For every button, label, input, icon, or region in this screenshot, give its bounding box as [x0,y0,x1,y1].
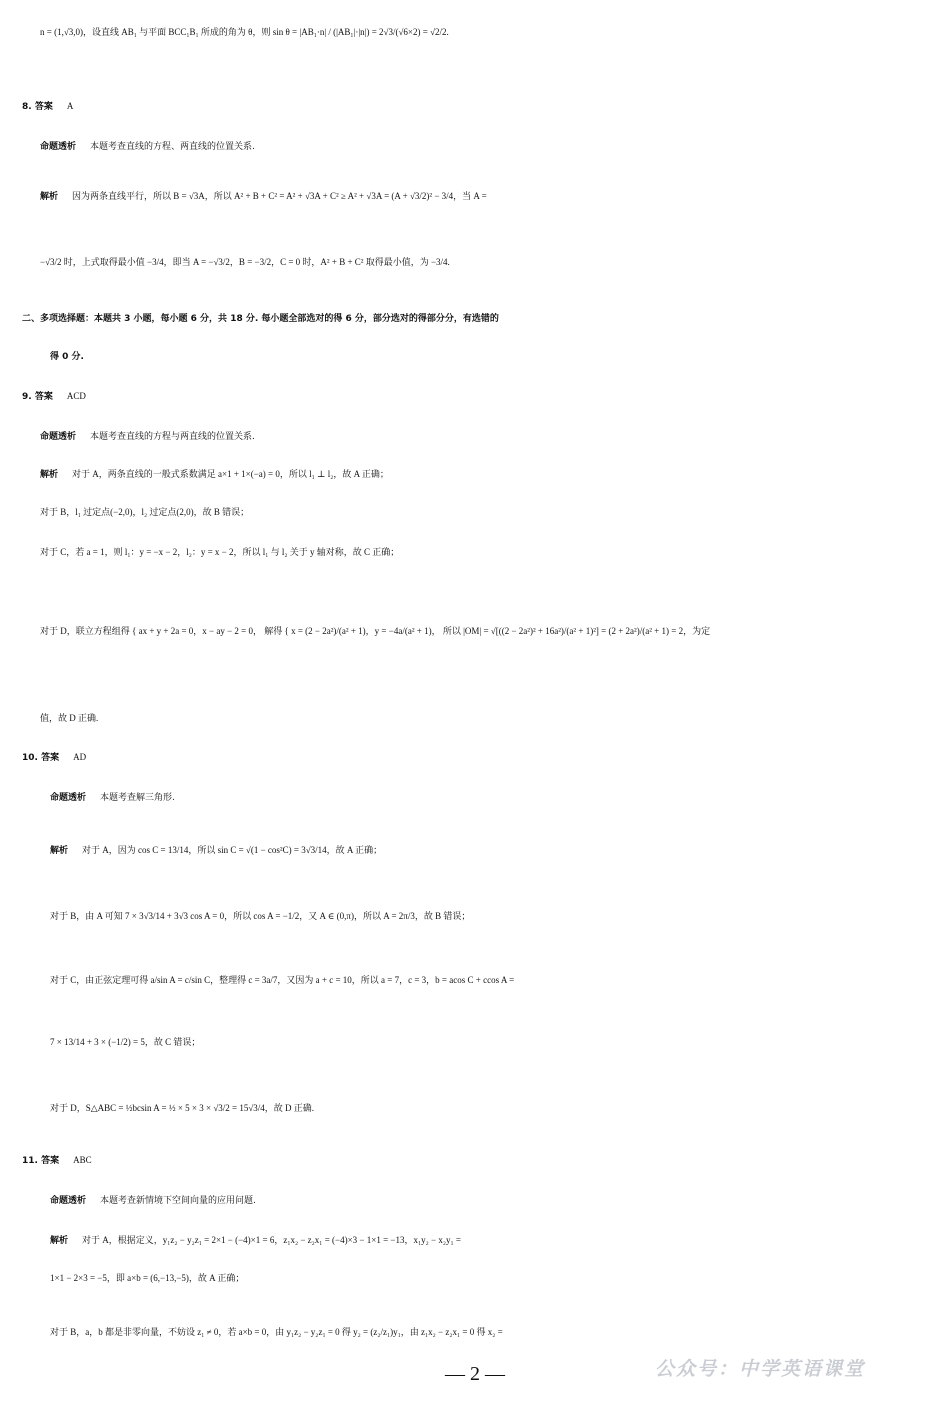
solution-text: 对于 A，两条直线的一般式系数满足 a×1 + 1×(−a) = 0，所以 l₁ ⊥ l₂，故 A 正确； [72,469,389,479]
solution-text: 对于 D，联立方程组得 { ax + y + 2a = 0，x − ay − 2 = 0， 解得 { x = (2 − 2a²)/(a² + 1)，y = −4a/(a² + 1)， 所以 |OM| = √[((2 − 2a²)² + 16a²)/(a² + 1)²] = (2 + 2a²)/(a² + 1) = 2，为定 [40,626,711,636]
section-title-line-1 [22,306,950,325]
solution-label: 解析 [40,192,59,202]
solution-label: 解析 [40,470,59,480]
solution-line-q10-d [50,1096,950,1115]
solution-text: 因为两条直线平行，所以 B = √3A，所以 A² + B + C² = A² + √3A + C² ≥ A² + √3A = (A + √3/2)² − 3/4，当 A = [72,191,487,201]
solution-line-q9-d [40,622,950,638]
solution-line-q9-c [40,540,950,559]
solution-line-q11-b [50,1320,950,1339]
section-title: 二、多项选择题：本题共 3 小题，每小题 6 分，共 18 分. 每小题全部选对的得 6 分，部分选对的得部分分，有选错的 [22,314,499,324]
answer-value: ABC [73,1155,92,1165]
solution-line-q10-c-end [50,1030,950,1049]
solution-text: 7 × 13/14 + 3 × (−1/2) = 5，故 C 错误； [50,1037,201,1047]
solution-line-q10-c [50,968,950,987]
intent-label: 命题透析 [50,1196,87,1206]
solution-text: 对于 B，由 A 可知 7 × 3√3/14 + 3√3 cos A = 0，所以 cos A = −1/2，又 A ∈ (0,π)，所以 A = 2π/3，故 B 错误； [50,911,471,921]
solution-text: 值，故 D 正确. [40,713,99,723]
intent-line-q9 [40,424,950,443]
section-title-cont: 得 0 分. [50,352,84,362]
answer-value: AD [73,752,87,762]
solution-line-q9-d-end [40,706,950,725]
answer-line-q8 [22,94,950,113]
solution-line-q8-1 [40,184,950,203]
solution-text: 对于 D，S△ABC = ½bcsin A = ½ × 5 × 3 × √3/2 = 15√3/4，故 D 正确. [50,1103,315,1113]
answer-label: 10. 答案 [22,753,60,763]
solution-line-q10-b [50,904,950,923]
solution-text: 对于 A，因为 cos C = 13/14，所以 sin C = √(1 − cos²C) = 3√3/14，故 A 正确； [82,845,383,855]
solution-line-q9-a [40,462,950,481]
solution-text: 1×1 − 2×3 = −5，即 a×b = (6,−13,−5)，故 A 正确； [50,1273,245,1283]
solution-text: 对于 A，根据定义，y₁z₂ − y₂z₁ = 2×1 − (−4)×1 = 6，z₁x₂ − z₂x₁ = (−4)×3 − 1×1 = −13，x₁y₂ − x₂y₁ = [82,1235,461,1245]
solution-label: 解析 [50,846,69,856]
solution-line-q11-a-end [50,1266,950,1285]
section-title-line-2 [50,344,950,363]
solution-text: 对于 C，若 a = 1，则 l₁：y = −x − 2，l₂：y = x − 2，所以 l₁ 与 l₂ 关于 y 轴对称，故 C 正确； [40,547,400,557]
solution-text: 对于 C，由正弦定理可得 a/sin A = c/sin C，整理得 c = 3a/7，又因为 a + c = 10，所以 a = 7，c = 3，b = acos C + ccos A = [50,975,515,985]
answer-label: 11. 答案 [22,1156,60,1166]
answer-line-q9 [22,384,950,403]
answer-label: 8. 答案 [22,102,53,112]
watermark-text: 公众号：中学英语课堂 [655,1358,866,1380]
solution-line-q11-a [50,1228,950,1247]
solution-line-q10-a [50,838,950,857]
solution-text: 对于 B，a，b 都是非零向量，不妨设 z₁ ≠ 0，若 a×b = 0，由 y₁z₂ − y₂z₁ = 0 得 y₂ = (z₂/z₁)y₁，由 z₁x₂ − z₂x₁ = 0 得 x₂ = [50,1327,503,1337]
page-number: — 2 — [445,1363,505,1385]
intent-text: 本题考查解三角形. [100,793,175,803]
intent-text: 本题考查直线的方程与两直线的位置关系. [90,432,255,442]
intent-line-q11 [50,1188,950,1207]
answer-label: 9. 答案 [22,392,53,402]
intent-text: 本题考查直线的方程、两直线的位置关系. [90,142,255,152]
answer-value: ACD [66,391,86,401]
answer-line-q11 [22,1148,950,1167]
intent-text: 本题考查新情境下空间向量的应用问题. [100,1196,256,1206]
solution-text: −√3/2 时，上式取得最小值 −3/4，即当 A = −√3/2，B = −3/2，C = 0 时，A² + B + C² 取得最小值，为 −3/4. [40,257,450,267]
solution-text: 对于 B，l₁ 过定点(−2,0)，l₂ 过定点(2,0)，故 B 错误； [40,507,250,517]
intent-line-q8 [40,134,950,153]
answer-line-q10 [22,745,950,764]
intent-label: 命题透析 [40,432,77,442]
solution-line-q8-2 [40,250,950,269]
answer-value: A [66,101,74,111]
text-line-q7-tail [40,20,950,39]
intent-label: 命题透析 [40,142,77,152]
solution-line-q9-b [40,500,950,519]
formula-text: n = (1,√3,0)，设直线 AB₁ 与平面 BCC₁B₁ 所成的角为 θ，则 sin θ = |AB₁·n| / (|AB₁|·|n|) = 2√3/(√6×2) = √2/2. [40,27,449,37]
solution-label: 解析 [50,1236,69,1246]
intent-label: 命题透析 [50,793,87,803]
intent-line-q10 [50,785,950,804]
